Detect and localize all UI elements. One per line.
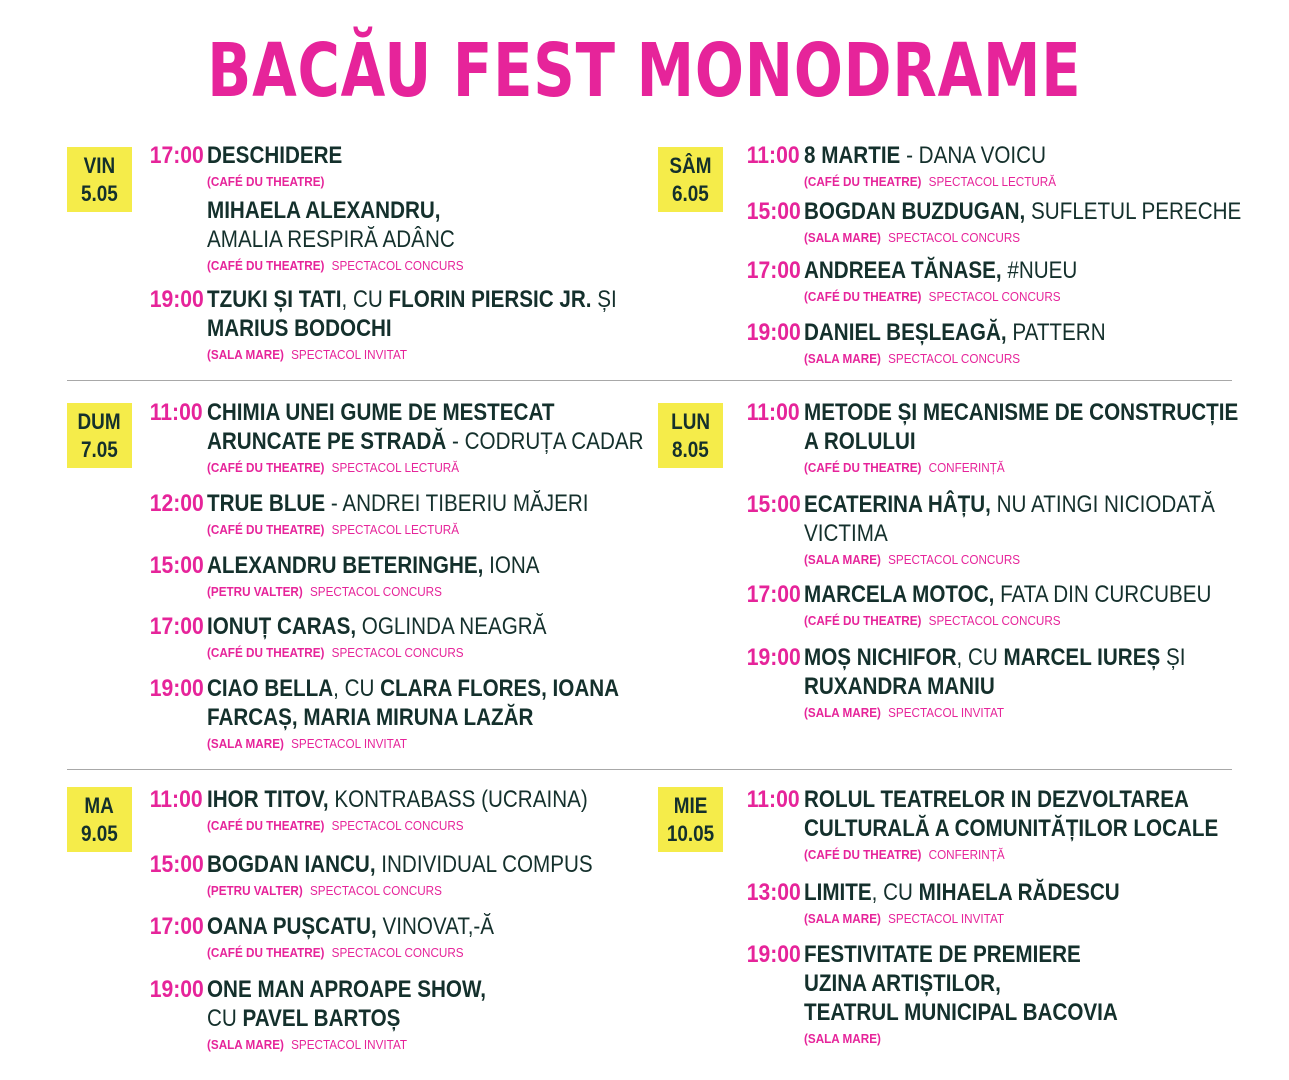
event-meta [804, 288, 1200, 305]
event-title-line [207, 427, 644, 456]
event-name: ROLUL TEATRELOR IN DEZVOLTAREA [804, 786, 1189, 813]
event-meta [804, 1030, 1200, 1047]
event-time: 17:00 [746, 581, 801, 608]
event-title-line [804, 998, 1182, 1027]
row-separator [67, 769, 1232, 770]
event-detail: - CODRUȚA CADAR [446, 428, 644, 455]
event-name: ANDREEA TĂNASE, [804, 257, 1002, 284]
event-name: FARCAȘ, MARIA MIRUNA LAZĂR [207, 704, 534, 731]
event-venue: (CAFÉ DU THEATRE) [804, 613, 922, 628]
event-time: 11:00 [746, 399, 800, 426]
event-title-line [804, 141, 1182, 170]
event-title-line [207, 196, 585, 225]
event-title-line [804, 785, 1189, 814]
event-name: CULTURALĂ A COMUNITĂȚILOR LOCALE [804, 815, 1219, 842]
event-meta [804, 846, 1200, 863]
event-title-line [207, 703, 585, 732]
event-title-line [207, 975, 585, 1004]
event-time: 13:00 [746, 879, 801, 906]
event-time: 19:00 [746, 941, 801, 968]
event-detail: SUFLETUL PERECHE [1025, 198, 1242, 225]
event-name: ARUNCATE PE STRADĂ [207, 428, 447, 455]
event-details [804, 318, 1244, 367]
event-name: FLORIN PIERSIC JR. [388, 286, 592, 313]
event-title-line [804, 878, 1182, 907]
event-type: CONFERINȚĂ [928, 460, 1005, 475]
event-time: 17:00 [149, 142, 204, 169]
event-type: CONFERINȚĂ [928, 847, 1005, 862]
day-badge [67, 147, 132, 212]
event-detail: AMALIA RESPIRĂ ADÂNC [207, 226, 455, 253]
event-details [207, 785, 647, 834]
event-title-line [804, 580, 1212, 609]
event-details [804, 197, 1244, 246]
event-name: CLARA FLORES, IOANA [380, 675, 620, 702]
event-meta [804, 459, 1200, 476]
event-title-line [207, 489, 589, 518]
event-title-line [207, 785, 588, 814]
festival-title: BACĂU FEST MONODRAME [207, 28, 1082, 114]
event-name: TZUKI ȘI TATI [207, 286, 342, 313]
event-name: RUXANDRA MANIU [804, 673, 995, 700]
day-badge [658, 147, 723, 212]
event-type: SPECTACOL LECTURĂ [928, 174, 1057, 189]
event-type: SPECTACOL INVITAT [291, 736, 408, 751]
event-detail: , CU [341, 286, 389, 313]
event-venue: (SALA MARE) [804, 705, 881, 720]
event-title-line [804, 643, 1186, 672]
event-type: SPECTACOL LECTURĂ [331, 522, 460, 537]
event-venue: (CAFÉ DU THEATRE) [804, 460, 922, 475]
event-title-line [207, 314, 585, 343]
event-name: OANA PUȘCATU, [207, 913, 377, 940]
event-time: 11:00 [746, 786, 800, 813]
event-meta [804, 612, 1200, 629]
event-name: 8 MARTIE [804, 142, 901, 169]
event-title-line [207, 912, 585, 941]
event-name: IHOR TITOV, [207, 786, 329, 813]
event-meta [804, 910, 1200, 927]
event-meta [207, 735, 603, 752]
event-title-line [207, 285, 617, 314]
event-type: SPECTACOL LECTURĂ [331, 460, 460, 475]
event-details [804, 878, 1244, 927]
event-detail: VINOVAT,-Ă [376, 913, 495, 940]
event-name: BOGDAN BUZDUGAN, [804, 198, 1026, 225]
event-detail: - DANA VOICU [900, 142, 1046, 169]
event-title-line [207, 141, 585, 170]
event-time: 19:00 [746, 644, 801, 671]
event-detail: INDIVIDUAL COMPUS [375, 851, 593, 878]
event-details [207, 489, 647, 538]
row-separator [67, 380, 1232, 381]
event-time: 11:00 [149, 399, 203, 426]
event-detail: , CU [956, 644, 1004, 671]
event-type: SPECTACOL INVITAT [291, 1037, 408, 1052]
day-weekday: MIE [673, 792, 708, 818]
event-details [804, 490, 1244, 568]
event-title-line [804, 398, 1239, 427]
event-meta [207, 459, 603, 476]
event-name: MARCELA MOTOC, [804, 581, 995, 608]
event-meta [804, 551, 1200, 568]
event-details [207, 196, 647, 274]
event-detail: , CU [871, 879, 919, 906]
day-date: 5.05 [81, 180, 118, 206]
event-detail: ȘI [1160, 644, 1186, 671]
event-venue: (SALA MARE) [804, 351, 881, 366]
event-detail: KONTRABASS (UCRAINA) [328, 786, 588, 813]
event-type: SPECTACOL CONCURS [928, 613, 1061, 628]
event-title-line [804, 256, 1182, 285]
event-detail: #NUEU [1001, 257, 1078, 284]
day-date: 7.05 [81, 436, 118, 462]
event-meta [207, 173, 603, 190]
event-time: 17:00 [149, 913, 204, 940]
event-meta [207, 521, 603, 538]
event-type: SPECTACOL CONCURS [888, 552, 1021, 567]
event-name: METODE ȘI MECANISME DE CONSTRUCȚIE [804, 399, 1239, 426]
event-title-line [804, 940, 1182, 969]
event-meta [207, 882, 603, 899]
event-venue: (CAFÉ DU THEATRE) [207, 460, 325, 475]
event-name: UZINA ARTIȘTILOR, [804, 970, 1001, 997]
event-detail: ȘI [591, 286, 617, 313]
event-title-line [804, 519, 1182, 548]
event-meta [804, 173, 1200, 190]
event-details [804, 256, 1244, 305]
event-venue: (SALA MARE) [804, 230, 881, 245]
day-badge [67, 403, 132, 468]
event-title-line [804, 490, 1215, 519]
day-date: 10.05 [666, 820, 715, 846]
event-title-line [804, 318, 1182, 347]
event-name: IONUȚ CARAS, [207, 613, 357, 640]
event-venue: (CAFÉ DU THEATRE) [207, 945, 325, 960]
event-venue: (CAFÉ DU THEATRE) [207, 174, 325, 189]
event-title-line [207, 850, 593, 879]
event-meta [207, 644, 603, 661]
event-time: 19:00 [149, 675, 204, 702]
event-name: TRUE BLUE [207, 490, 326, 517]
event-details [804, 643, 1244, 721]
day-date: 6.05 [672, 180, 709, 206]
event-name: PAVEL BARTOȘ [242, 1005, 401, 1032]
event-title-line [207, 398, 585, 427]
event-time: 19:00 [149, 976, 204, 1003]
event-type: SPECTACOL CONCURS [888, 351, 1021, 366]
event-venue: (CAFÉ DU THEATRE) [207, 645, 325, 660]
event-venue: (CAFÉ DU THEATRE) [804, 847, 922, 862]
event-details [207, 551, 647, 600]
event-name: ECATERINA HÂȚU, [804, 491, 991, 518]
event-venue: (SALA MARE) [804, 1031, 881, 1046]
event-title-line [804, 969, 1182, 998]
event-time: 19:00 [149, 286, 204, 313]
event-details [207, 912, 647, 961]
event-name: MIHAELA ALEXANDRU, [207, 197, 441, 224]
event-type: SPECTACOL CONCURS [331, 818, 464, 833]
day-badge [658, 403, 723, 468]
event-venue: (CAFÉ DU THEATRE) [207, 522, 325, 537]
event-name: MARIUS BODOCHI [207, 315, 392, 342]
event-time: 11:00 [149, 786, 203, 813]
event-type: SPECTACOL CONCURS [928, 289, 1061, 304]
event-name: A ROLULUI [804, 428, 916, 455]
day-weekday: SÂM [669, 152, 712, 178]
event-meta [207, 944, 603, 961]
event-name: BOGDAN IANCU, [207, 851, 376, 878]
event-name: TEATRUL MUNICIPAL BACOVIA [804, 999, 1118, 1026]
event-title-line [207, 674, 620, 703]
event-type: SPECTACOL CONCURS [888, 230, 1021, 245]
event-time: 19:00 [746, 319, 801, 346]
event-type: SPECTACOL CONCURS [331, 945, 464, 960]
event-meta [804, 350, 1200, 367]
event-name: ALEXANDRU BETERINGHE, [207, 552, 484, 579]
event-venue: (SALA MARE) [207, 1037, 284, 1052]
event-details [804, 141, 1244, 190]
event-detail: VICTIMA [804, 520, 888, 547]
event-details [207, 674, 647, 752]
event-detail: OGLINDA NEAGRĂ [356, 613, 547, 640]
event-title-line [207, 225, 585, 254]
event-name: CHIMIA UNEI GUME DE MESTECAT [207, 399, 555, 426]
event-time: 17:00 [746, 257, 801, 284]
event-details [804, 580, 1244, 629]
event-detail: , CU [333, 675, 381, 702]
event-type: SPECTACOL CONCURS [309, 584, 442, 599]
event-name: MARCEL IUREȘ [1003, 644, 1161, 671]
event-title-line [207, 612, 585, 641]
event-details [804, 940, 1244, 1047]
event-name: CIAO BELLA [207, 675, 334, 702]
event-meta [207, 583, 603, 600]
day-badge [658, 787, 723, 852]
event-time: 17:00 [149, 613, 204, 640]
event-meta [804, 229, 1200, 246]
event-time: 15:00 [746, 491, 801, 518]
event-type: SPECTACOL INVITAT [888, 705, 1005, 720]
event-name: MOȘ NICHIFOR [804, 644, 957, 671]
event-details [207, 975, 647, 1053]
event-details [804, 398, 1244, 476]
event-time: 15:00 [149, 851, 204, 878]
day-date: 9.05 [81, 820, 118, 846]
day-badge [67, 787, 132, 852]
event-name: MIHAELA RĂDESCU [918, 879, 1120, 906]
event-name: FESTIVITATE DE PREMIERE [804, 941, 1081, 968]
event-detail: NU ATINGI NICIODATĂ [990, 491, 1215, 518]
event-detail: PATTERN [1006, 319, 1106, 346]
event-meta [207, 817, 603, 834]
event-meta [207, 1036, 603, 1053]
event-venue: (CAFÉ DU THEATRE) [207, 258, 325, 273]
event-venue: (CAFÉ DU THEATRE) [207, 818, 325, 833]
event-title-line [804, 197, 1242, 226]
event-venue: (PETRU VALTER) [207, 584, 303, 599]
event-type: SPECTACOL CONCURS [309, 883, 442, 898]
event-venue: (SALA MARE) [804, 911, 881, 926]
event-name: LIMITE [804, 879, 872, 906]
event-detail: CU [207, 1005, 243, 1032]
event-venue: (SALA MARE) [804, 552, 881, 567]
event-detail: IONA [483, 552, 540, 579]
event-meta [207, 257, 603, 274]
day-weekday: DUM [77, 408, 122, 434]
event-time: 15:00 [149, 552, 204, 579]
event-details [207, 141, 647, 190]
event-details [207, 398, 647, 476]
event-details [804, 785, 1244, 863]
event-venue: (SALA MARE) [207, 736, 284, 751]
event-type: SPECTACOL INVITAT [888, 911, 1005, 926]
event-detail: FATA DIN CURCUBEU [994, 581, 1212, 608]
day-weekday: MA [84, 792, 115, 818]
event-title-line [207, 1004, 585, 1033]
event-time: 15:00 [746, 198, 801, 225]
event-name: ONE MAN APROAPE SHOW, [207, 976, 487, 1003]
event-details [207, 285, 647, 363]
event-type: SPECTACOL INVITAT [291, 347, 408, 362]
event-name: DANIEL BEȘLEAGĂ, [804, 319, 1007, 346]
day-weekday: LUN [671, 408, 710, 434]
event-venue: (PETRU VALTER) [207, 883, 303, 898]
event-meta [207, 346, 603, 363]
event-details [207, 850, 647, 899]
event-meta [804, 704, 1200, 721]
event-venue: (SALA MARE) [207, 347, 284, 362]
event-title-line [804, 427, 1182, 456]
event-venue: (CAFÉ DU THEATRE) [804, 289, 922, 304]
event-title-line [804, 672, 1182, 701]
day-date: 8.05 [672, 436, 709, 462]
event-type: SPECTACOL CONCURS [331, 258, 464, 273]
event-details [207, 612, 647, 661]
event-type: SPECTACOL CONCURS [331, 645, 464, 660]
event-title-line [804, 814, 1219, 843]
event-name: DESCHIDERE [207, 142, 343, 169]
day-weekday: VIN [83, 152, 116, 178]
event-venue: (CAFÉ DU THEATRE) [804, 174, 922, 189]
event-time: 12:00 [149, 490, 204, 517]
event-detail: - ANDREI TIBERIU MĂJERI [325, 490, 589, 517]
event-title-line [207, 551, 585, 580]
event-time: 11:00 [746, 142, 800, 169]
